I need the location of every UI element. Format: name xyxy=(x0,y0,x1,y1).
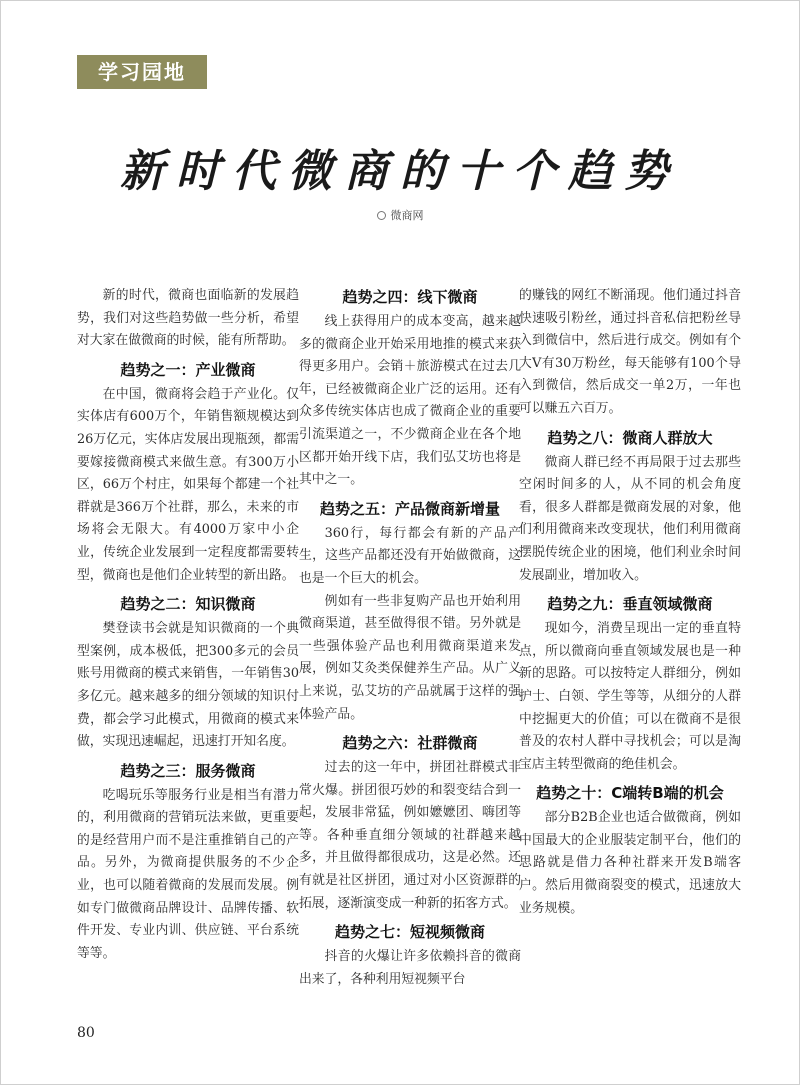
trend-2-heading: 趋势之二：知识微商 xyxy=(120,595,256,614)
trend-4-heading: 趋势之四：线下微商 xyxy=(342,288,478,306)
trend-1-body: 在中国，微商将会趋于产业化。仅实体店有600万个，年销售额规模达到26万亿元，实体店发展出现瓶颈，都需要嫁接微商模式来做生意。有300万小区，66万个村庄，如果每个都建一个社群就是366万个社群，那么，未来的市场将会无限大。有4000万家中小企业，传统企业发展到一定程度都需要转型，微商也是他们企业转型的新出路。 xyxy=(77,386,299,583)
trend-9-heading: 趋势之九：垂直领域微商 xyxy=(547,595,713,614)
trend-6-body: 过去的这一年中，拼团社群模式非常火爆。拼团很巧妙的和裂变结合到一起，发展非常猛，例如嬷嬷团、嗨团等等。各种垂直细分领域的社群越来越多，并且做得都很成功，这是必然。还有就是社区拼团，通过对小区资源群的拓展，逐渐演变成一种新的拓客方式。 xyxy=(299,760,521,911)
section-tag: 学习园地 xyxy=(77,55,207,89)
trend-9-body: 现如今，消费呈现出一定的垂直特点，所以微商向垂直领域发展也是一种新的思路。可以按特定人群细分，例如护士、白领、学生等等，从细分的人群中挖掘更大的价值；可以在微商不是很普及的农村人群中寻找机会；可以是淘宝店主转型微商的绝佳机会。 xyxy=(519,621,741,772)
trend-8-heading: 趋势之八：微商人群放大 xyxy=(547,428,713,447)
trend-10-heading: 趋势之十：C端转B端的机会 xyxy=(536,784,724,803)
trend-4-body: 线上获得用户的成本变高，越来越多的微商企业开始采用地推的模式来获得更多用户。会销＋旅游模式在过去几年，已经被微商企业广泛的运用。还有众多传统实体店也成了微商企业的重要引流渠道之一，不少微商企业在各个地区都开始开线下店，我们弘艾坊也将是其中之一。 xyxy=(299,314,521,488)
circle-icon xyxy=(377,211,386,220)
trend-8-body: 微商人群已经不再局限于过去那些空闲时间多的人，从不同的机会角度看，很多人群都是微商发展的对象，他们利用微商来改变现状，他们利用微商摆脱传统企业的困境，他们利业余时间发展副业，增加收入。 xyxy=(519,454,741,583)
trend-7-continued: 的赚钱的网红不断涌现。他们通过抖音快速吸引粉丝，通过抖音私信把粉丝导入到微信中，然后进行成交。例如有个大V有30万粉丝，每天能够有100个导入到微信，然后成交一单2万，一年也可以赚五六百万。 xyxy=(519,288,741,416)
page-title: 新时代微商的十个趋势 xyxy=(120,146,680,197)
column-1 xyxy=(77,285,299,965)
column-3 xyxy=(519,285,741,920)
trend-6-heading: 趋势之六：社群微商 xyxy=(342,734,478,753)
trend-7-heading: 趋势之七：短视频微商 xyxy=(334,923,485,942)
trend-7-body: 抖音的火爆让许多依赖抖音的微商出来了，各种利用短视频平台 xyxy=(299,949,521,987)
trend-1-heading: 趋势之一：产业微商 xyxy=(120,360,256,379)
intro-paragraph: 新的时代，微商也面临新的发展趋势，我们对这些趋势做一些分析，希望对大家在做微商的时候，能有所帮助。 xyxy=(77,288,299,349)
source-label: 微商网 xyxy=(390,209,424,222)
trend-5-body-2: 例如有一些非复购产品也开始利用微商渠道，甚至做得很不错。另外就是一些强体验产品也利用微商渠道来发展，例如艾灸类保健养生产品。从广义上来说，弘艾坊的产品就属于这样的强体验产品。 xyxy=(299,593,521,722)
article-source xyxy=(0,207,800,223)
trend-2-body: 樊登读书会就是知识微商的一个典型案例，成本极低，把300多元的会员账号用微商的模式来销售，一年销售30多亿元。越来越多的细分领域的知识付费，都会学习此模式，用微商的模式来做，实现迅速崛起，迅速打开知名度。 xyxy=(77,621,299,750)
trend-3-body: 吃喝玩乐等服务行业是相当有潜力的，利用微商的营销玩法来做，更重要的是经营用户而不是注重推销自己的产品。另外，为微商提供服务的不少企业，也可以随着微商的发展而发展。例如专门做微商品牌设计、品牌传播、软件开发、专业内训、供应链、平台系统等等。 xyxy=(77,787,299,961)
trend-3-heading: 趋势之三：服务微商 xyxy=(120,761,256,780)
trend-5-heading: 趋势之五：产品微商新增量 xyxy=(319,499,500,518)
page-number: 80 xyxy=(77,1025,95,1041)
trend-5-body-1: 360行，每行都会有新的产品产生，这些产品都还没有开始做微商，这也是一个巨大的机会。 xyxy=(299,525,521,586)
column-2 xyxy=(299,286,521,991)
trend-10-body: 部分B2B企业也适合做微商，例如中国最大的企业服装定制平台，他们的思路就是借力各种社群来开发B端客户。然后用微商裂变的模式，迅速放大业务规模。 xyxy=(519,810,741,916)
